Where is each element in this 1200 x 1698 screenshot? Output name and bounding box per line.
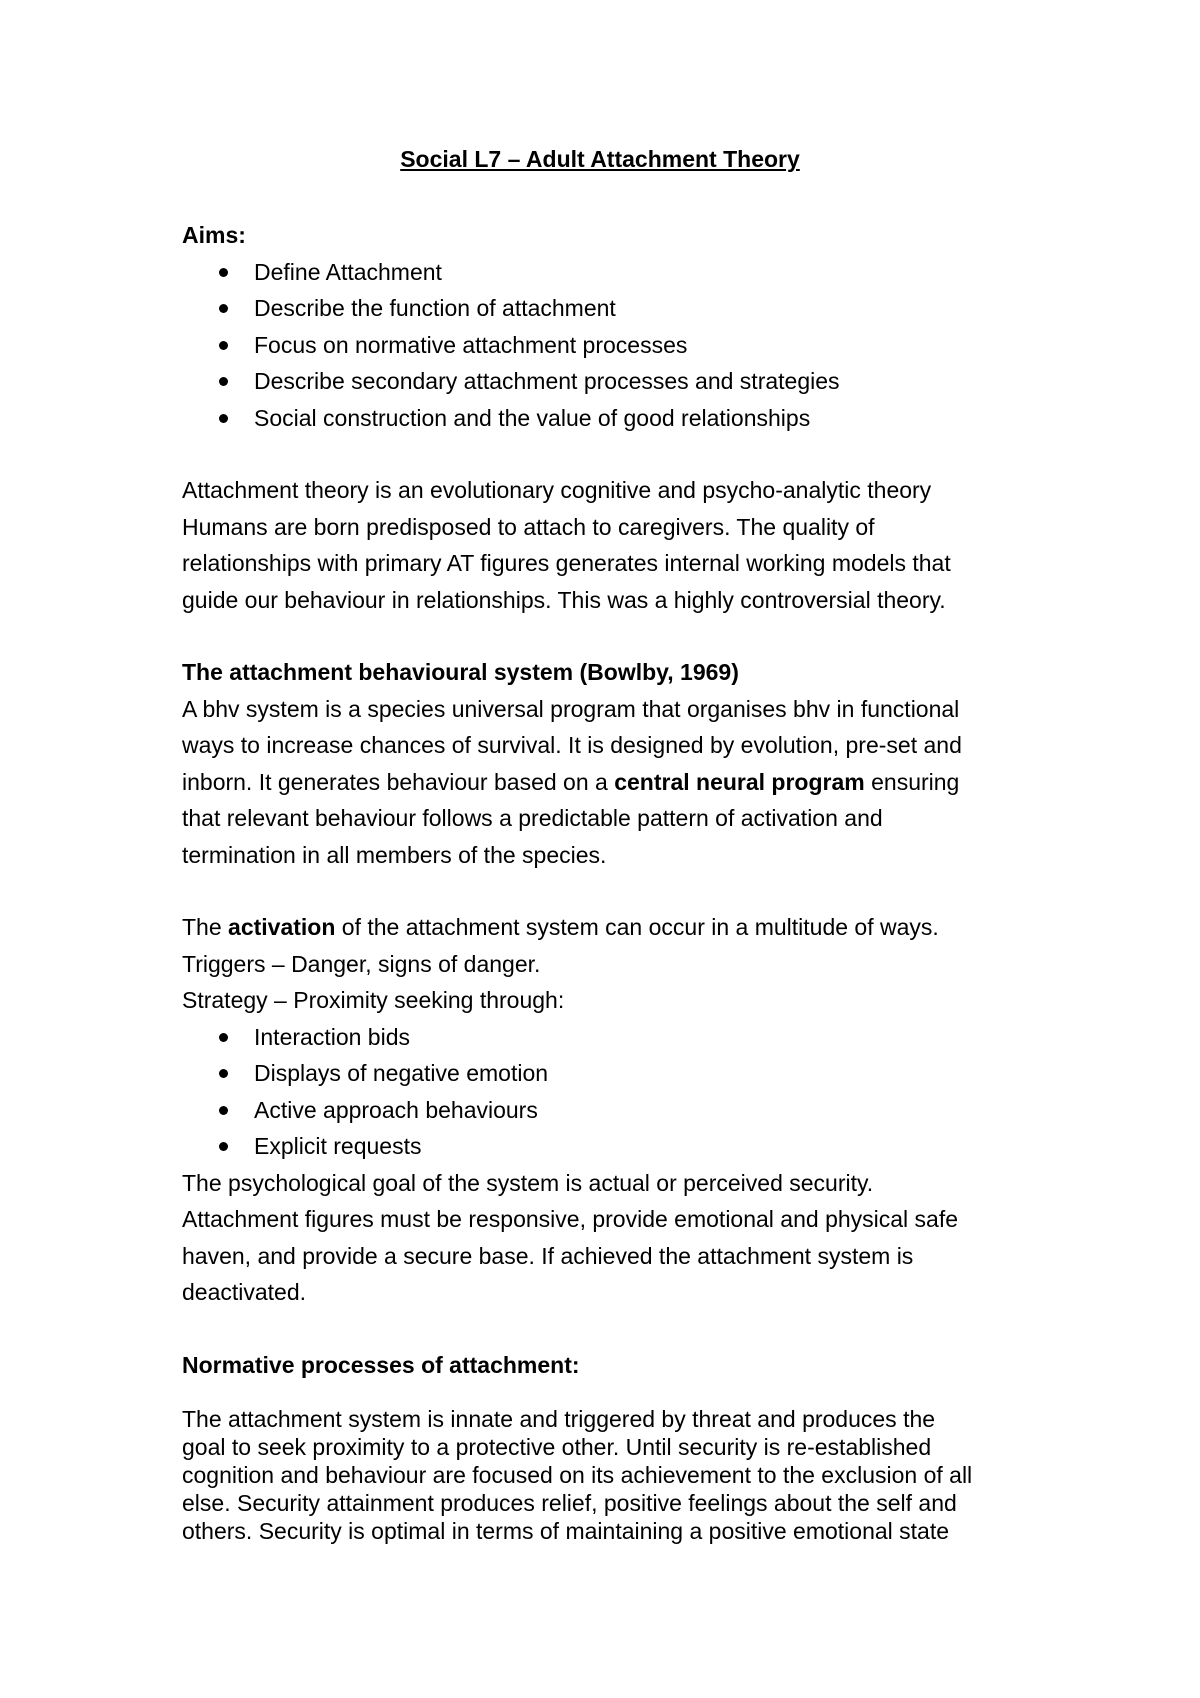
bullet-icon [219, 1069, 228, 1078]
paragraph-line: others. Security is optimal in terms of maintaining a positive emotional state [182, 1518, 950, 1544]
paragraph-line: Attachment theory is an evolutionary cognitive and psycho-analytic theory [182, 477, 932, 503]
list-item: Describe secondary attachment processes and strategies [182, 363, 1062, 400]
normative-paragraph [182, 1405, 1062, 1545]
intro-paragraph [182, 472, 1062, 618]
bullet-icon [219, 304, 228, 313]
paragraph-line: goal to seek proximity to a protective other. Until security is re-established [182, 1434, 932, 1460]
paragraph-line: haven, and provide a secure base. If achieved the attachment system is [182, 1242, 914, 1269]
paragraph-line: The attachment system is innate and triggered by threat and produces the [182, 1406, 936, 1432]
paragraph-line: relationships with primary AT figures generates internal working models that [182, 550, 951, 576]
paragraph-line: A bhv system is a species universal program that organises bhv in functional [182, 695, 960, 722]
bullet-icon [219, 1033, 228, 1042]
paragraph-line: ways to increase chances of survival. It is designed by evolution, pre-set and [182, 732, 962, 758]
paragraph-line: deactivated. [182, 1279, 307, 1305]
paragraph-line: that relevant behaviour follows a predictable pattern of activation and [182, 805, 883, 831]
paragraph-line: inborn. It generates behaviour based on a central neural program ensuring [182, 768, 960, 795]
strategy-list [182, 1019, 1062, 1165]
list-item: Social construction and the value of good relationships [182, 400, 1062, 437]
paragraph-line: The activation of the attachment system can occur in a multitude of ways. [182, 914, 939, 940]
paragraph-line: Attachment figures must be responsive, provide emotional and physical safe [182, 1206, 959, 1232]
bullet-icon [219, 1106, 228, 1115]
paragraph-line: The psychological goal of the system is actual or perceived security. [182, 1169, 874, 1196]
page-title: Social L7 – Adult Attachment Theory [400, 146, 800, 172]
list-item: Focus on normative attachment processes [182, 327, 1062, 364]
list-item: Displays of negative emotion [182, 1055, 1062, 1092]
section-heading: Normative processes of attachment: [182, 1352, 580, 1378]
list-item: Define Attachment [182, 254, 1062, 291]
bold-term: activation [228, 914, 336, 940]
bold-term: central neural program [614, 768, 865, 795]
list-item: Active approach behaviours [182, 1092, 1062, 1129]
bullet-icon [219, 377, 228, 386]
bullet-icon [219, 268, 228, 277]
paragraph-line: else. Security attainment produces relief, positive feelings about the self and [182, 1490, 957, 1516]
bullet-icon [219, 414, 228, 423]
strategy-line: Strategy – Proximity seeking through: [182, 987, 565, 1013]
paragraph-line: termination in all members of the species. [182, 841, 607, 868]
aims-section [182, 217, 1062, 436]
aims-list [182, 254, 1062, 437]
activation-section [182, 909, 1062, 1311]
paragraph-line: cognition and behaviour are focused on its achievement to the exclusion of all [182, 1462, 973, 1488]
paragraph-line: Humans are born predisposed to attach to caregivers. The quality of [182, 513, 875, 540]
section-heading: The attachment behavioural system (Bowlby, 1969) [182, 659, 739, 685]
normative-section [182, 1347, 1062, 1384]
behavioural-system-section [182, 654, 1062, 873]
list-item: Interaction bids [182, 1019, 1062, 1056]
list-item: Describe the function of attachment [182, 290, 1062, 327]
bullet-icon [219, 1142, 228, 1151]
aims-heading: Aims: [182, 222, 246, 248]
list-item: Explicit requests [182, 1128, 1062, 1165]
bullet-icon [219, 341, 228, 350]
paragraph-line: guide our behaviour in relationships. This was a highly controversial theory. [182, 586, 946, 613]
triggers-line: Triggers – Danger, signs of danger. [182, 950, 541, 977]
